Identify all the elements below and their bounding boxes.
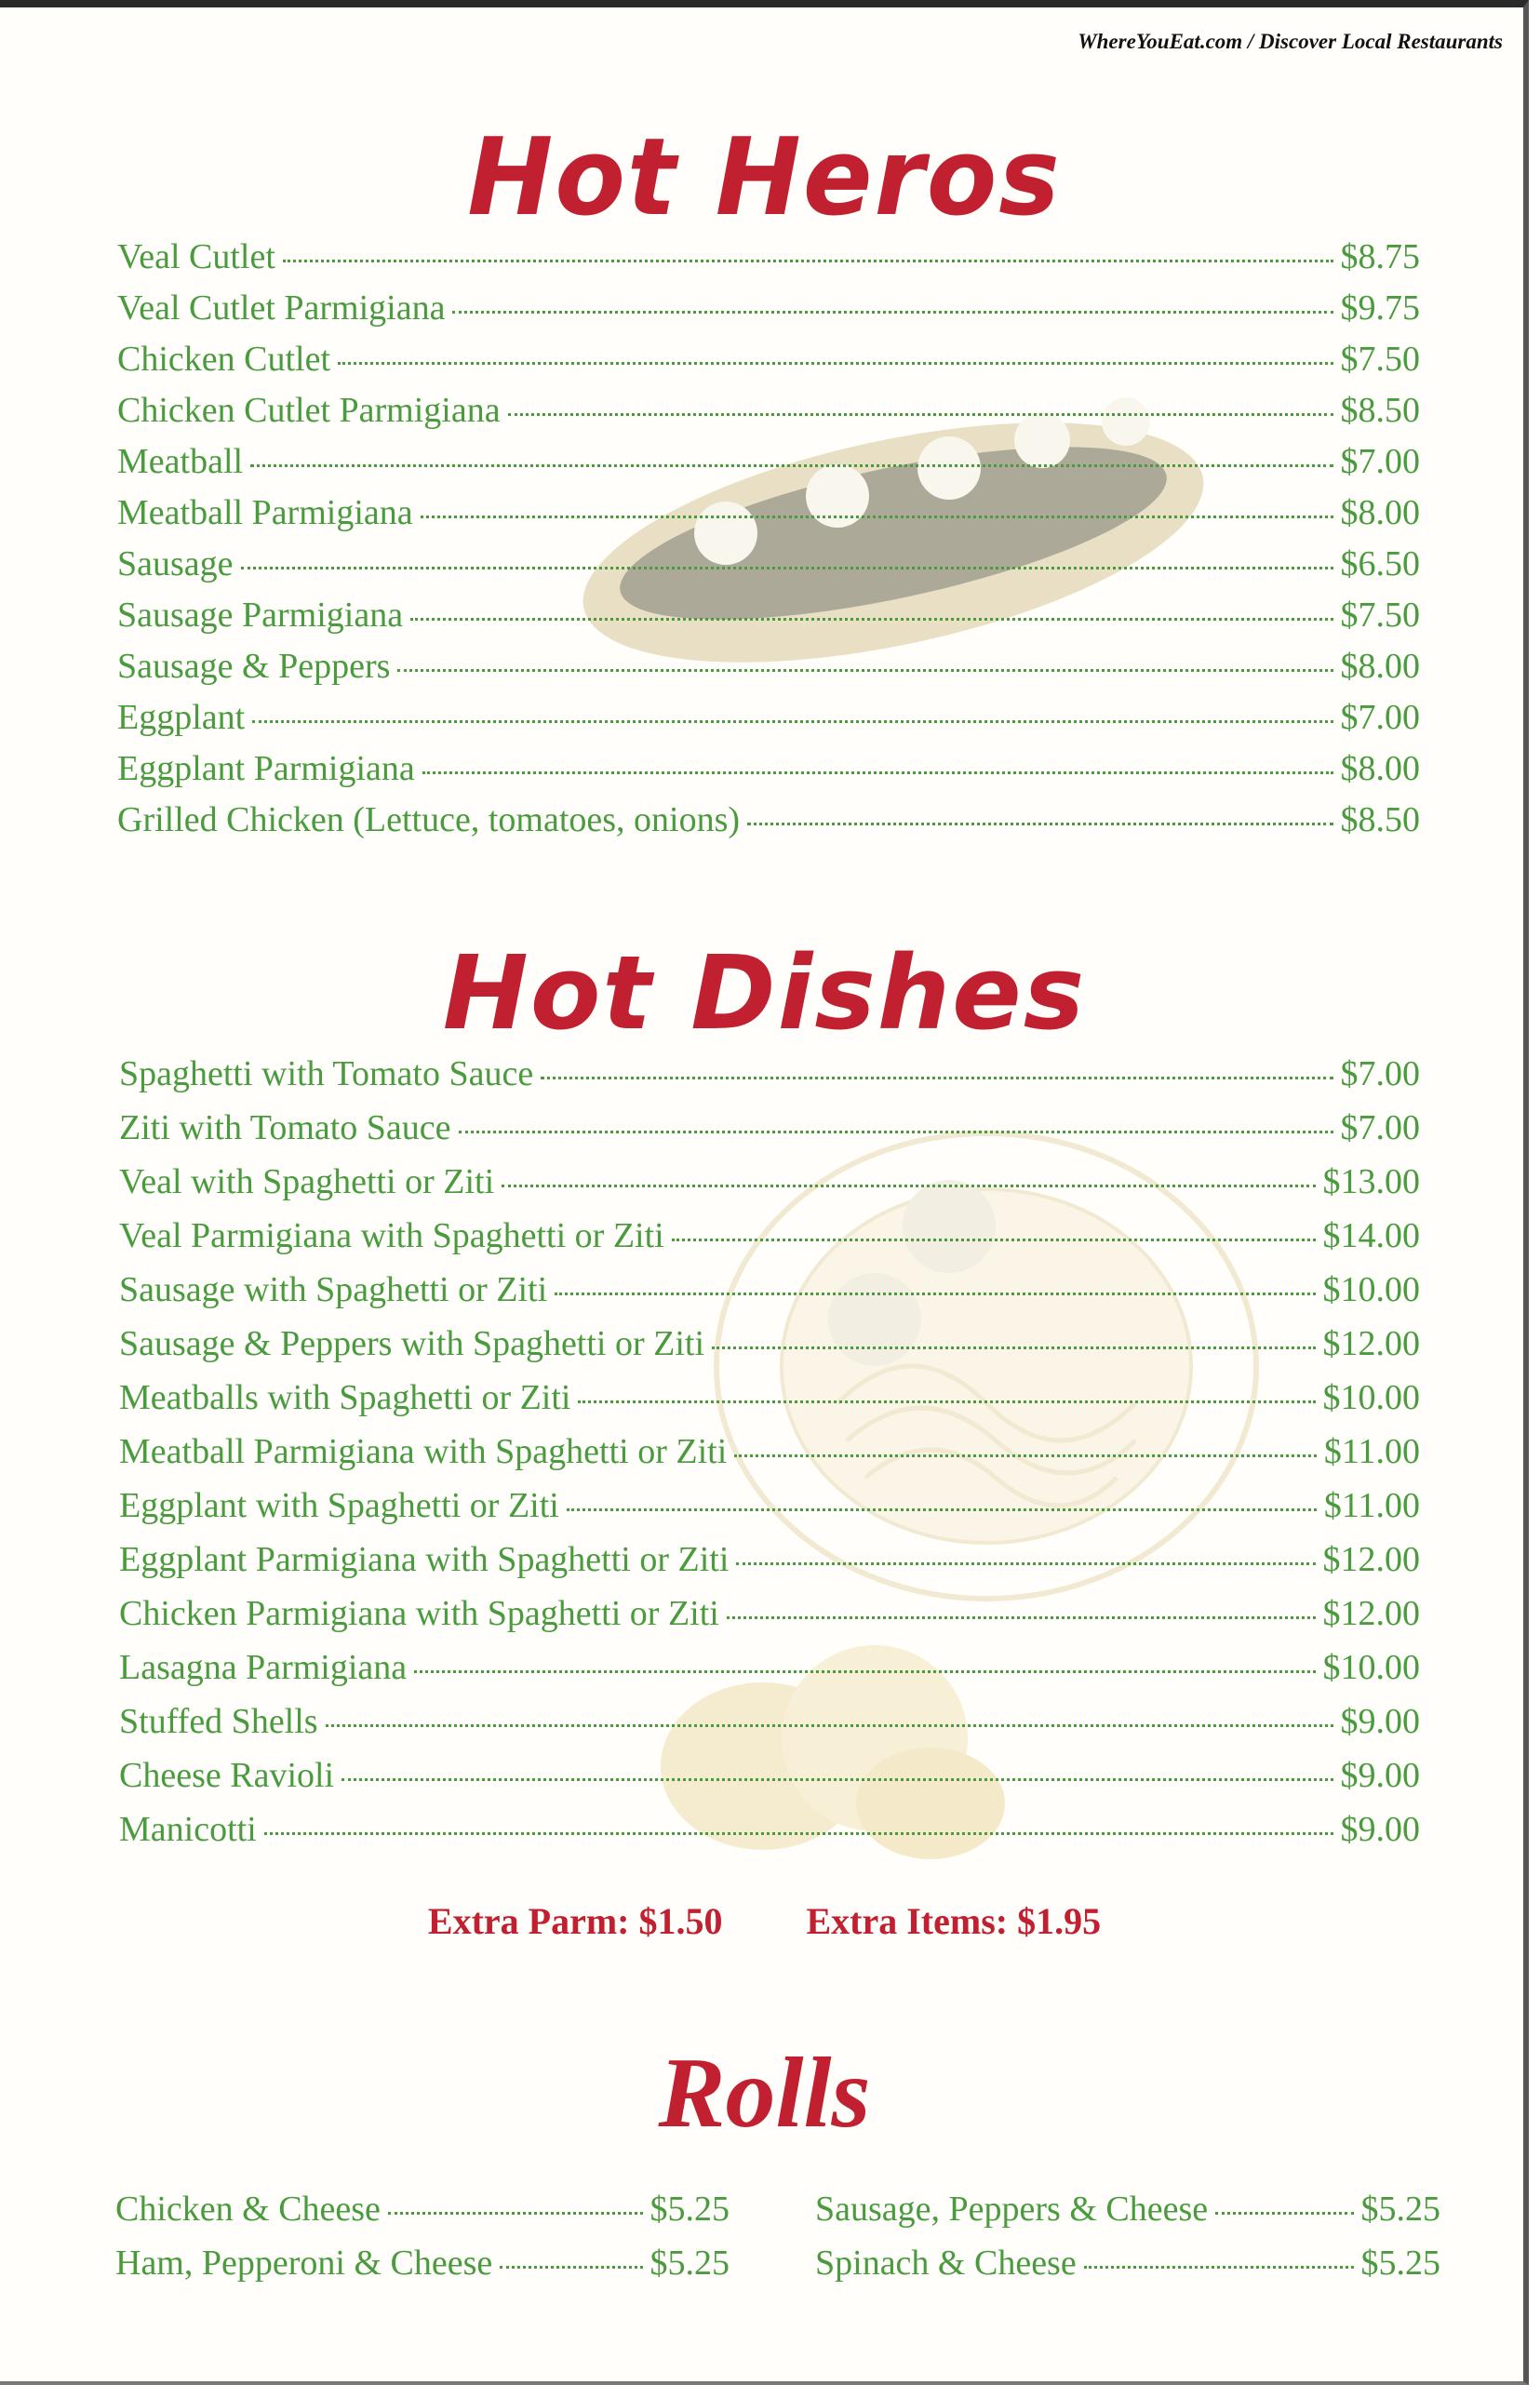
dot-leader [252, 720, 1332, 723]
dot-leader [502, 1185, 1315, 1187]
dot-leader [672, 1239, 1316, 1241]
menu-item [117, 646, 1420, 697]
menu-item-name: Meatball Parmigiana [117, 493, 413, 532]
menu-item [119, 1647, 1420, 1701]
menu-item-name: Chicken Cutlet [117, 340, 331, 379]
hot-dishes-list [119, 1053, 1420, 1863]
menu-item [117, 288, 1420, 339]
menu-item-price: $10.00 [1322, 1270, 1420, 1309]
menu-item-name: Veal Parmigiana with Spaghetti or Ziti [119, 1216, 664, 1255]
menu-item [117, 543, 1420, 595]
menu-item-price: $12.00 [1322, 1540, 1420, 1579]
menu-item-price: $10.00 [1322, 1378, 1420, 1417]
menu-item-price: $12.00 [1322, 1594, 1420, 1633]
menu-item [115, 2189, 730, 2243]
section-title-hot-heros: Hot Heros [467, 114, 1062, 240]
menu-item-price: $11.00 [1323, 1432, 1420, 1471]
menu-item [117, 390, 1420, 441]
dot-leader [241, 567, 1333, 569]
menu-item-name: Sausage, Peppers & Cheese [815, 2190, 1209, 2229]
menu-item [119, 1485, 1420, 1539]
menu-item-name: Ziti with Tomato Sauce [119, 1108, 451, 1147]
menu-item-name: Veal Cutlet [117, 237, 275, 276]
menu-item [119, 1755, 1420, 1809]
menu-item-name: Sausage & Peppers [117, 647, 391, 686]
dot-leader [747, 823, 1332, 825]
menu-item-name: Lasagna Parmigiana [119, 1648, 408, 1687]
menu-item [119, 1161, 1420, 1215]
menu-item-name: Meatball Parmigiana with Spaghetti or Ziti [119, 1432, 728, 1471]
dot-leader [736, 1562, 1315, 1565]
menu-item-price: $5.25 [1360, 2190, 1440, 2229]
menu-item [119, 1269, 1420, 1323]
dot-leader [422, 771, 1333, 774]
dot-leader [326, 1724, 1333, 1727]
hot-heros-list [117, 236, 1420, 851]
menu-item-name: Stuffed Shells [119, 1702, 318, 1741]
menu-item-name: Sausage [117, 544, 234, 583]
menu-item-name: Eggplant with Spaghetti or Ziti [119, 1486, 559, 1525]
menu-item [117, 595, 1420, 646]
dot-leader [567, 1508, 1317, 1511]
menu-item [119, 1593, 1420, 1647]
menu-item-name: Eggplant Parmigiana [117, 749, 415, 788]
menu-item-price: $9.00 [1340, 1810, 1420, 1849]
menu-item-name: Meatball [117, 442, 244, 481]
section-title-rolls: Rolls [658, 2038, 871, 2149]
section-title-hot-dishes: Hot Dishes [442, 933, 1087, 1052]
menu-item-name: Spinach & Cheese [815, 2244, 1077, 2283]
dot-leader [397, 669, 1332, 672]
menu-item-price: $9.00 [1340, 1756, 1420, 1795]
menu-item-price: $12.00 [1322, 1324, 1420, 1363]
menu-item-price: $14.00 [1322, 1216, 1420, 1255]
menu-item-name: Sausage Parmigiana [117, 596, 404, 635]
dot-leader [283, 260, 1333, 262]
menu-item [119, 1539, 1420, 1593]
menu-item [117, 236, 1420, 288]
menu-item-name: Chicken Cutlet Parmigiana [117, 391, 501, 430]
menu-item-price: $8.00 [1340, 647, 1420, 686]
menu-item-name: Sausage & Peppers with Spaghetti or Ziti [119, 1324, 705, 1363]
menu-item [119, 1431, 1420, 1485]
menu-item-price: $10.00 [1322, 1648, 1420, 1687]
menu-item-price: $6.50 [1340, 544, 1420, 583]
menu-item [117, 799, 1420, 851]
menu-item [119, 1701, 1420, 1755]
menu-item-name: Eggplant [117, 698, 246, 737]
dot-leader [388, 2212, 643, 2215]
menu-item [815, 2189, 1440, 2243]
menu-item-name: Spaghetti with Tomato Sauce [119, 1054, 534, 1093]
rolls-list-right [815, 2189, 1440, 2297]
dot-leader [712, 1346, 1315, 1349]
dot-leader [541, 1077, 1332, 1079]
menu-item-price: $11.00 [1323, 1486, 1420, 1525]
menu-item-name: Chicken Parmigiana with Spaghetti or Ziti [119, 1594, 719, 1633]
menu-item-price: $5.25 [649, 2190, 730, 2229]
menu-item [117, 697, 1420, 748]
dot-leader [508, 413, 1333, 416]
dot-leader [500, 2266, 642, 2269]
menu-item-price: $5.25 [649, 2244, 730, 2283]
extra-parm-price: Extra Parm: $1.50 [427, 1900, 723, 1942]
menu-item-price: $7.00 [1340, 1108, 1420, 1147]
menu-item-price: $9.00 [1340, 1702, 1420, 1741]
menu-item-price: $8.75 [1340, 237, 1420, 276]
menu-item-price: $8.50 [1340, 800, 1420, 839]
menu-item [815, 2243, 1440, 2297]
menu-item-name: Veal with Spaghetti or Ziti [119, 1162, 495, 1201]
menu-item-price: $9.75 [1340, 288, 1420, 328]
menu-item-price: $5.25 [1360, 2244, 1440, 2283]
dot-leader [1215, 2212, 1353, 2215]
menu-item-price: $8.50 [1340, 391, 1420, 430]
dot-leader [734, 1454, 1317, 1457]
dot-leader [338, 362, 1332, 365]
dot-leader [727, 1616, 1316, 1619]
extras-line [0, 1899, 1529, 1943]
menu-item-price: $7.00 [1340, 698, 1420, 737]
menu-item-name: Ham, Pepperoni & Cheese [115, 2244, 493, 2283]
menu-item [119, 1215, 1420, 1269]
dot-leader [1084, 2266, 1354, 2269]
rolls-list-left [115, 2189, 730, 2297]
menu-item-price: $13.00 [1322, 1162, 1420, 1201]
dot-leader [459, 1131, 1333, 1133]
menu-item [119, 1107, 1420, 1161]
site-header[interactable]: WhereYouEat.com / Discover Local Restaurants [1078, 30, 1503, 53]
menu-item-price: $7.50 [1340, 340, 1420, 379]
dot-leader [555, 1293, 1315, 1295]
menu-item-name: Veal Cutlet Parmigiana [117, 288, 446, 328]
menu-item [119, 1053, 1420, 1107]
dot-leader [578, 1400, 1315, 1403]
menu-item [119, 1377, 1420, 1431]
menu-item [117, 492, 1420, 543]
menu-item-price: $7.00 [1340, 1054, 1420, 1093]
dot-leader [341, 1778, 1332, 1781]
menu-item [119, 1809, 1420, 1863]
menu-item-name: Manicotti [119, 1810, 257, 1849]
menu-item [117, 748, 1420, 799]
menu-item-name: Eggplant Parmigiana with Spaghetti or Ziti [119, 1540, 730, 1579]
menu-item-price: $8.00 [1340, 749, 1420, 788]
dot-leader [264, 1832, 1333, 1835]
dot-leader [421, 516, 1333, 518]
dot-leader [452, 311, 1332, 314]
menu-item-price: $7.50 [1340, 596, 1420, 635]
dot-leader [250, 464, 1332, 467]
dot-leader [414, 1670, 1315, 1673]
dot-leader [410, 618, 1332, 621]
menu-item [117, 339, 1420, 390]
extra-items-price: Extra Items: $1.95 [806, 1900, 1102, 1942]
menu-item [119, 1323, 1420, 1377]
menu-item-price: $8.00 [1340, 493, 1420, 532]
menu-item-name: Cheese Ravioli [119, 1756, 335, 1795]
menu-item-name: Meatballs with Spaghetti or Ziti [119, 1378, 571, 1417]
menu-item [115, 2243, 730, 2297]
menu-item [117, 441, 1420, 492]
menu-item-name: Chicken & Cheese [115, 2190, 381, 2229]
menu-item-name: Grilled Chicken (Lettuce, tomatoes, onions) [117, 800, 741, 839]
menu-item-price: $7.00 [1340, 442, 1420, 481]
menu-item-name: Sausage with Spaghetti or Ziti [119, 1270, 548, 1309]
